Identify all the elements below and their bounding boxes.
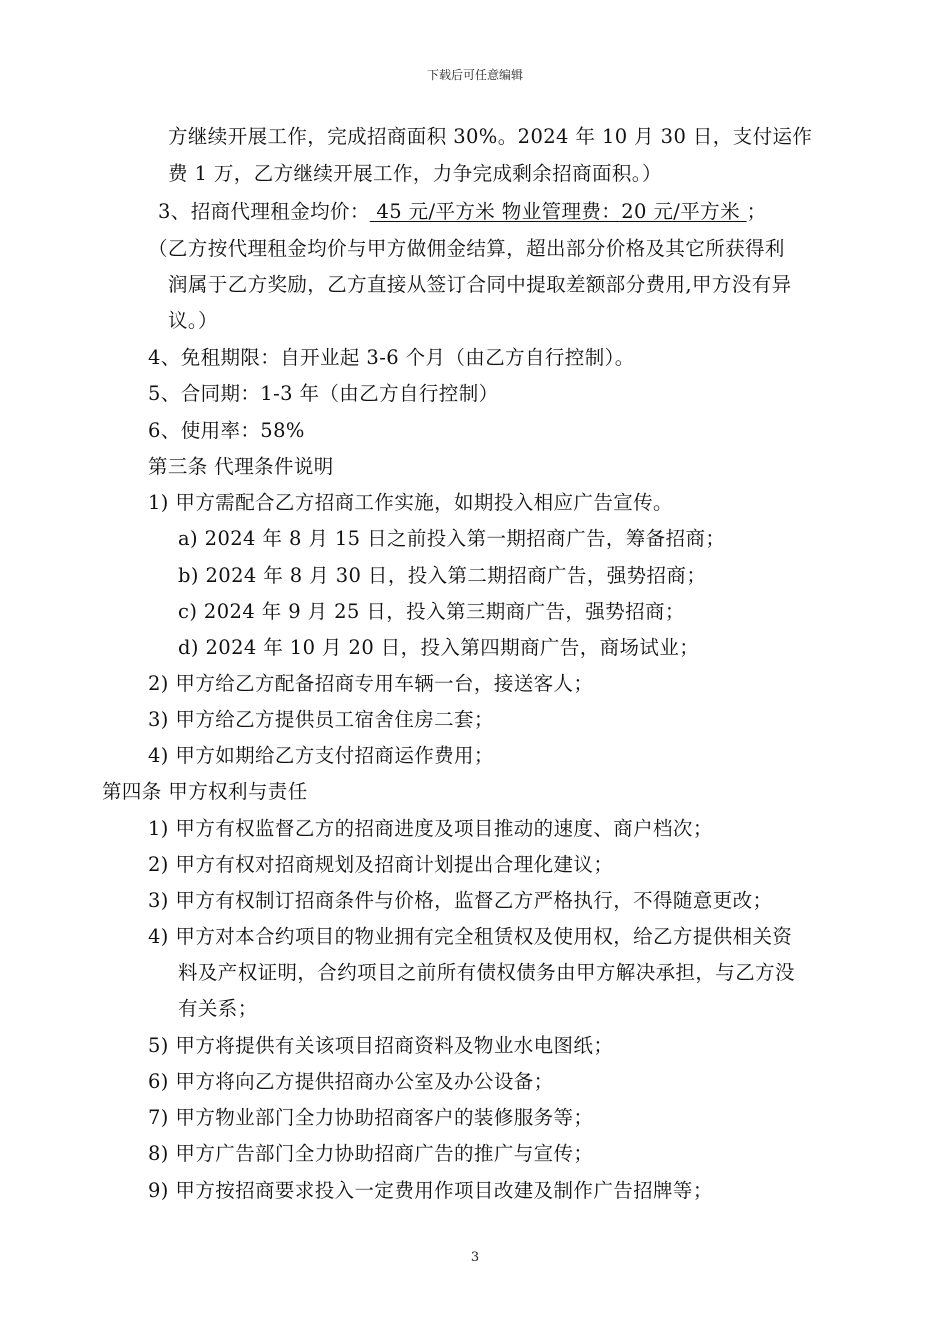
text-line: 5、合同期：1-3 年（由乙方自行控制） [148, 382, 499, 405]
list-item: 5) 甲方将提供有关该项目招商资料及物业水电图纸； [148, 1034, 614, 1057]
section-heading: 第三条 代理条件说明 [148, 455, 334, 478]
list-item: 4) 甲方如期给乙方支付招商运作费用； [148, 744, 494, 767]
rent-price-end: ； [746, 200, 767, 223]
list-item: 6) 甲方将向乙方提供招商办公室及办公设备； [148, 1070, 554, 1093]
text-line: 方继续开展工作，完成招商面积 30%。2024 年 10 月 30 日，支付运作 [168, 125, 813, 148]
page-number: 3 [470, 1250, 480, 1265]
list-item: 4) 甲方对本合约项目的物业拥有完全租赁权及使用权，给乙方提供相关资 [148, 925, 793, 948]
list-item: 9) 甲方按招商要求投入一定费用作项目改建及制作广告招牌等； [148, 1179, 713, 1202]
list-item-continued: 料及产权证明，合约项目之前所有债权债务由甲方解决承担，与乙方没 [178, 961, 795, 984]
page-header: 下载后可任意编辑 [426, 68, 523, 82]
rent-price-label: 3、招商代理租金均价： [158, 200, 370, 223]
list-item: 3) 甲方给乙方提供员工宿舍住房二套； [148, 708, 494, 731]
sub-list-item: c) 2024 年 9 月 25 日，投入第三期商广告，强势招商； [178, 600, 685, 623]
list-item: 2) 甲方有权对招商规划及招商计划提出合理化建议； [148, 853, 614, 876]
sub-list-item: d) 2024 年 10 月 20 日，投入第四期商广告，商场试业； [178, 636, 700, 659]
text-line: 6、使用率：58% [148, 419, 305, 442]
list-item: 3) 甲方有权制订招商条件与价格，监督乙方严格执行，不得随意更改； [148, 889, 773, 912]
list-item: 8) 甲方广告部门全力协助招商广告的推广与宣传； [148, 1142, 594, 1165]
sub-list-item: b) 2024 年 8 月 30 日，投入第二期招商广告，强势招商； [178, 564, 707, 587]
list-item: 1) 甲方有权监督乙方的招商进度及项目推动的速度、商户档次； [148, 817, 713, 840]
text-line: 4、免租期限：自开业起 3-6 个月（由乙方自行控制）。 [148, 346, 635, 369]
list-item: 1) 甲方需配合乙方招商工作实施，如期投入相应广告宣传。 [148, 491, 673, 514]
rent-price-line [158, 200, 766, 224]
list-item: 2) 甲方给乙方配备招商专用车辆一台，接送客人； [148, 672, 594, 695]
sub-list-item: a) 2024 年 8 月 15 日之前投入第一期招商广告，筹备招商； [178, 527, 726, 550]
section-heading: 第四条 甲方权利与责任 [102, 780, 308, 803]
text-line: 议。） [168, 309, 218, 332]
text-line: 润属于乙方奖励，乙方直接从签订合同中提取差额部分费用,甲方没有异 [168, 273, 792, 296]
list-item: 7) 甲方物业部门全力协助招商客户的装修服务等； [148, 1106, 594, 1129]
text-line: 费 1 万，乙方继续开展工作，力争完成剩余招商面积。） [168, 162, 662, 185]
rent-price-value: 45 元/平方米 物业管理费：20 元/平方米 [369, 200, 747, 223]
text-line: （乙方按代理租金均价与甲方做佣金结算，超出部分价格及其它所获得利 [148, 237, 785, 260]
list-item-continued: 有关系； [178, 997, 258, 1020]
